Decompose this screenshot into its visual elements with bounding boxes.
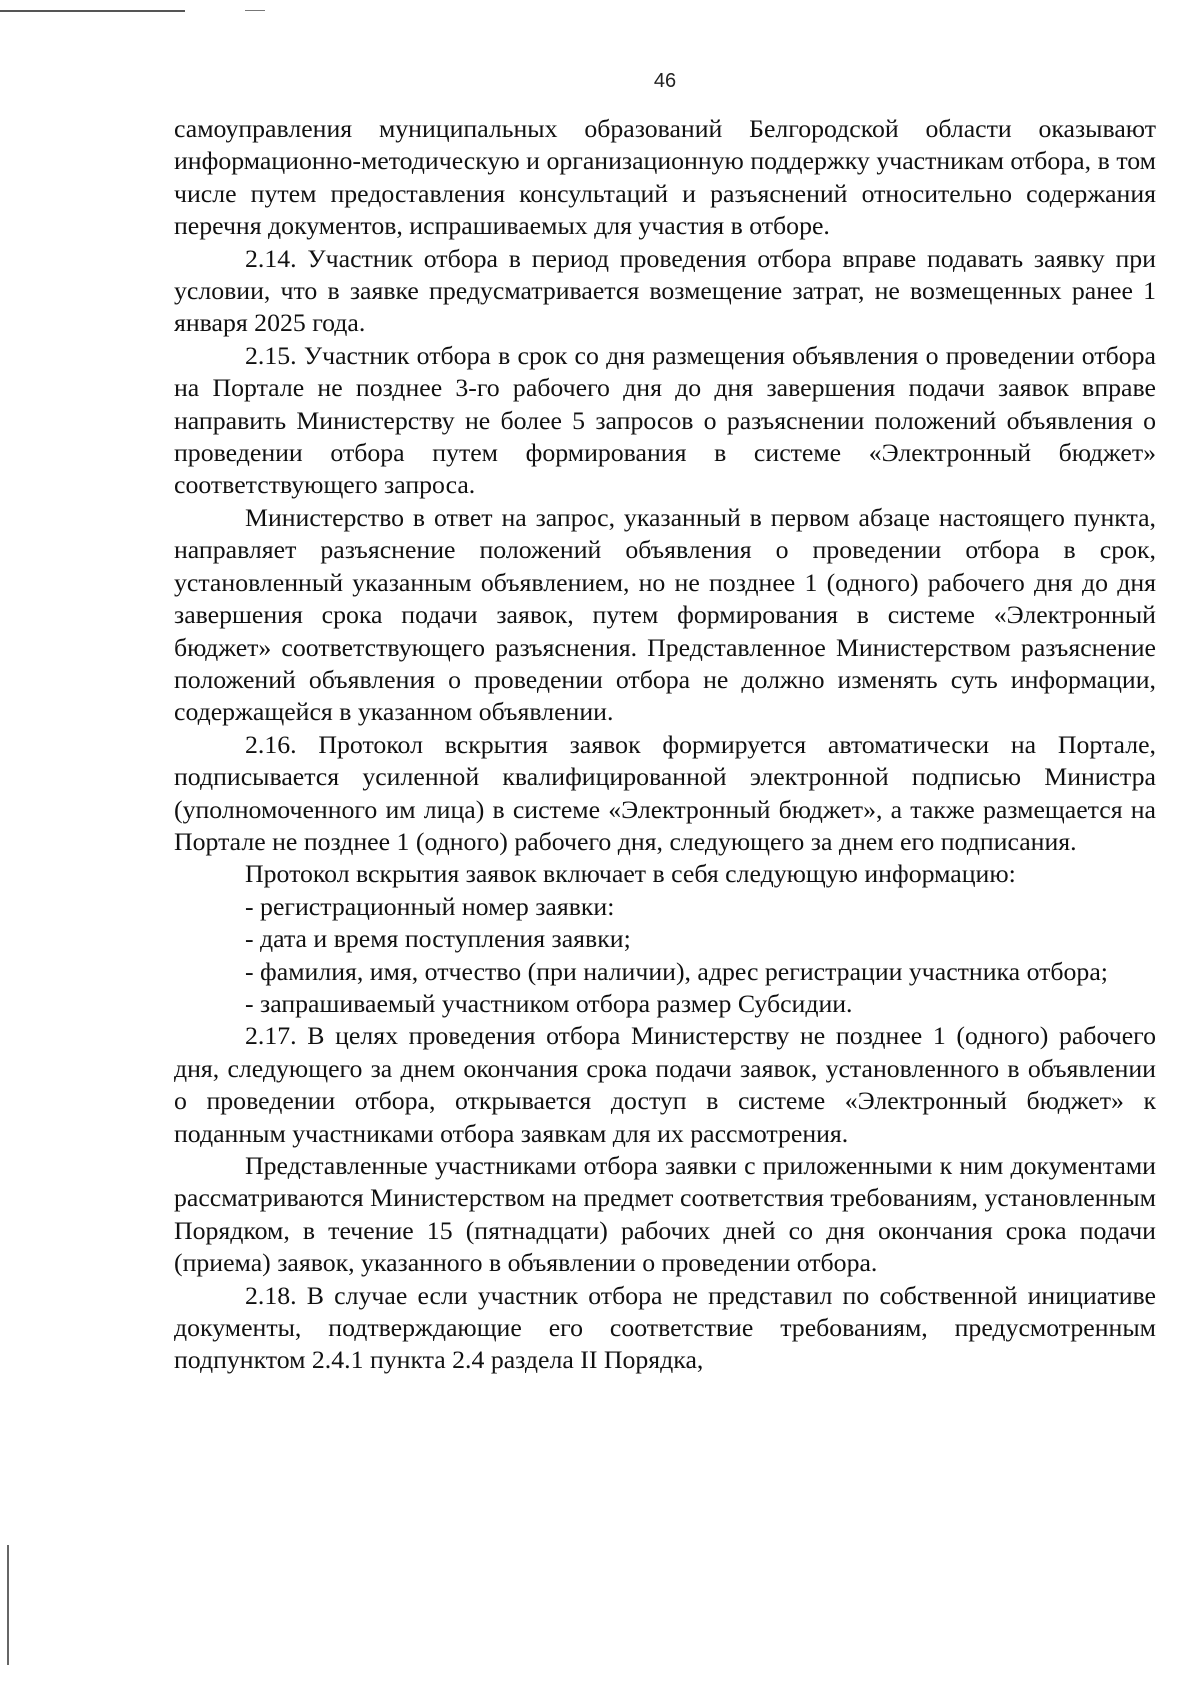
scan-artifact-line [245, 10, 265, 11]
list-item: - запрашиваемый участником отбора размер Субсидии. [245, 988, 853, 1018]
paragraph: 2.17. В целях проведения отбора Министерству не позднее 1 (одного) рабочего дня, следующего за днем окончания срока подачи заявок, установленного в объявлении о проведении отбора, открывается доступ в системе «Электронный бюджет» к поданным участниками отбора заявкам для их рассмотрения. [174, 1021, 1156, 1148]
list-item: - регистрационный номер заявки: [245, 891, 615, 921]
paragraph: Министерство в ответ на запрос, указанный в первом абзаце настоящего пункта, направляет разъяснение положений объявления о проведении отбора в срок, установленный указанным объявлением, но не позднее 1 (одного) рабочего дня до дня завершения срока подачи заявок, путем формирования в системе «Электронный бюджет» соответствующего разъяснения. Представленное Министерством разъяснение положений объявления о проведении отбора не должно изменять суть информации, содержащейся в указанном объявлении. [174, 502, 1156, 727]
page-number: 46 [653, 70, 677, 92]
paragraph: 2.18. В случае если участник отбора не представил по собственной инициативе документы, подтверждающие его соответствие требованиям, предусмотренным подпунктом 2.4.1 пункта 2.4 раздела II Порядка, [174, 1280, 1156, 1375]
list-item: - фамилия, имя, отчество (при наличии), адрес регистрации участника отбора; [245, 956, 1108, 986]
paragraph: 2.16. Протокол вскрытия заявок формируется автоматически на Портале, подписывается усиленной квалифицированной электронной подписью Министра (уполномоченного им лица) в системе «Электронный бюджет», а также размещается на Портале не позднее 1 (одного) рабочего дня, следующего за днем его подписания. [174, 729, 1156, 856]
paragraph: Представленные участниками отбора заявки с приложенными к ним документами рассматриваются Министерством на предмет соответствия требованиям, установленным Порядком, в течение 15 (пятнадцати) рабочих дней со дня окончания срока подачи (приема) заявок, указанного в объявлении о проведении отбора. [174, 1151, 1156, 1278]
body-text [174, 113, 1156, 1377]
paragraph: Протокол вскрытия заявок включает в себя следующую информацию: [245, 859, 1016, 889]
paragraph: 2.15. Участник отбора в срок со дня размещения объявления о проведении отбора на Портале не позднее 3-го рабочего дня до дня завершения подачи заявок вправе направить Министерству не более 5 запросов о разъяснении положений объявления о проведении отбора путем формирования в системе «Электронный бюджет» соответствующего запроса. [174, 340, 1156, 500]
paragraph: 2.14. Участник отбора в период проведения отбора вправе подавать заявку при условии, что в заявке предусматривается возмещение затрат, не возмещенных ранее 1 января 2025 года. [174, 243, 1156, 338]
paragraph: самоуправления муниципальных образований Белгородской области оказывают информационно-методическую и организационную поддержку участникам отбора, в том числе путем предоставления консультаций и разъяснений относительно содержания перечня документов, испрашиваемых для участия в отборе. [174, 114, 1156, 241]
list-item: - дата и время поступления заявки; [245, 924, 631, 954]
scan-artifact-line [7, 1545, 9, 1665]
scan-artifact-line [0, 10, 185, 12]
